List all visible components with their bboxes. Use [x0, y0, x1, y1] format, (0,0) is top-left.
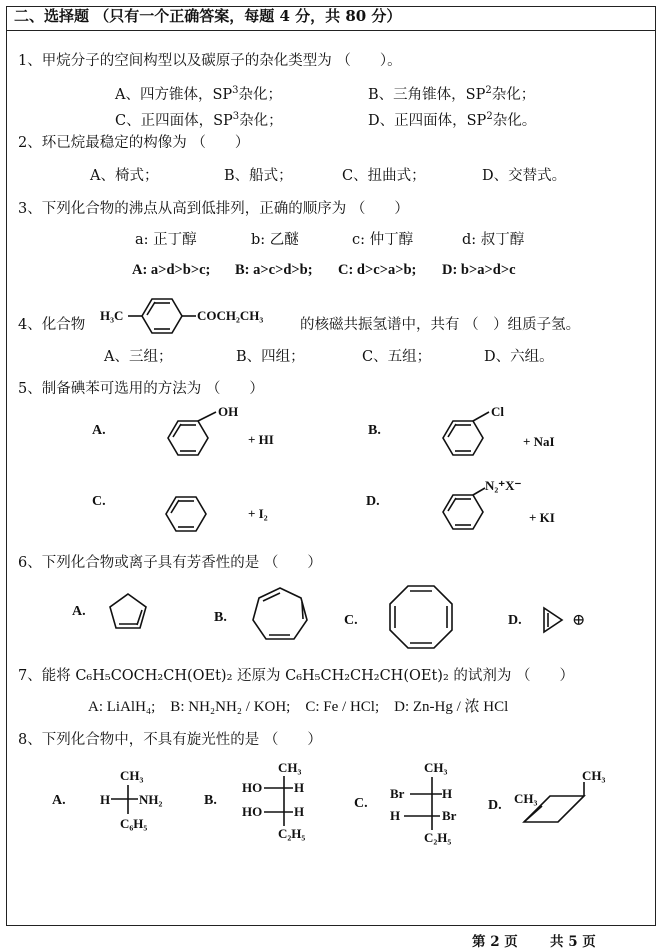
q2-option-d: D、交替式。: [482, 168, 567, 184]
q5-d-substituent: N₂⁺X⁻: [485, 478, 522, 493]
q3-stem: 3、下列化合物的沸点从高到低排列，正确的顺序为 （ ）: [18, 201, 409, 217]
five-ring: [110, 594, 146, 628]
q4-option-d: D、六组。: [484, 349, 554, 365]
a-right: NH₂: [139, 792, 163, 807]
q1-option-a: A、四方锥体，$SP^3$杂化；: [115, 85, 283, 103]
q5-label-a: A.: [92, 423, 106, 438]
a-top: CH₃: [120, 768, 144, 783]
q4-stem-pre: 4、化合物: [18, 317, 86, 333]
c-r2-left: H: [390, 808, 401, 823]
b-bottom: C₂H₅: [278, 826, 306, 841]
q5-b-reagent: + NaI: [523, 434, 555, 449]
q3-compound-c: c: 仲丁醇: [352, 232, 414, 248]
q6-cyclooctatetraene: [386, 582, 476, 662]
benzene-ring: [168, 421, 208, 455]
q8-label-d: D.: [488, 798, 502, 813]
q5-phenol: [160, 404, 300, 468]
q5-stem: 5、制备碘苯可选用的方法为 （ ）: [18, 381, 264, 397]
q6-cyclopropenyl: [540, 604, 600, 644]
seven-ring: [253, 588, 307, 639]
benzene-ring: [443, 421, 483, 455]
q5-d-reagent: + KI: [529, 510, 555, 525]
q5-b-substituent: Cl: [491, 404, 504, 419]
q8-stem: 8、下列化合物中，不具有旋光性的是 （ ）: [18, 732, 322, 748]
eight-ring: [390, 586, 452, 648]
q3-option-a: A: a>d>b>c;: [132, 262, 211, 278]
d-group-1: CH₃: [514, 791, 538, 806]
q2-option-a: A、椅式；: [90, 168, 159, 184]
q4-option-a: A、三组；: [104, 349, 173, 365]
section-title: 二、选择题 （只有一个正确答案，每题 4 分，共 80 分）: [14, 7, 402, 25]
q5-label-d: D.: [366, 494, 380, 509]
q6-d-charge: ⊕: [572, 610, 586, 629]
q4-option-c: C、五组；: [362, 349, 432, 365]
q8-label-c: C.: [354, 796, 368, 811]
q5-a-reagent: + HI: [248, 432, 274, 447]
q3-compound-b: b: 乙醚: [251, 232, 299, 248]
q8-fischer-a: [96, 768, 186, 838]
q5-a-substituent: OH: [218, 404, 239, 419]
q8-fischer-b: [240, 760, 330, 850]
q6-label-a: A.: [72, 604, 86, 619]
q5-c-reagent: + I₂: [248, 506, 268, 521]
b-top: CH₃: [278, 760, 302, 775]
q2-option-c: C、扭曲式；: [342, 168, 426, 184]
a-bottom: C₆H₅: [120, 816, 148, 831]
footer-page: 第 2 页: [472, 934, 518, 950]
bond: [473, 488, 485, 495]
q5-benzene: [160, 484, 300, 544]
q8-fischer-c: [388, 760, 488, 850]
q3-compound-d: d: 叔丁醇: [462, 232, 525, 248]
benzene-ring: [142, 299, 182, 333]
b-r2-right: H: [294, 804, 305, 819]
q2-option-b: B、船式；: [224, 168, 293, 184]
q1-option-d: D、正四面体，$SP^2$杂化。: [368, 111, 537, 129]
q8-label-a: A.: [52, 793, 66, 808]
c-r2-right: Br: [442, 808, 457, 823]
bond: [198, 412, 216, 421]
q4-left-group: H₃C: [100, 308, 124, 323]
q4-right-group: COCH₂CH₃: [197, 308, 264, 323]
q1-stem: 1、甲烷分子的空间构型以及碳原子的杂化类型为 （ ）。: [18, 53, 402, 69]
q5-chlorobenzene: [435, 404, 595, 468]
q5-label-b: B.: [368, 423, 381, 438]
q5-label-c: C.: [92, 494, 106, 509]
three-ring: [544, 608, 562, 632]
q6-label-b: B.: [214, 610, 227, 625]
benzene-ring: [166, 497, 206, 531]
benzene-ring: [443, 495, 483, 529]
q6-cycloheptatriene: [246, 584, 326, 664]
q4-option-b: B、四组；: [236, 349, 305, 365]
q3-option-d: D: b>a>d>c: [442, 262, 516, 278]
q8-label-b: B.: [204, 793, 217, 808]
footer-total: 共 5 页: [550, 934, 596, 950]
q1-option-c: C、正四面体，$SP^3$杂化；: [115, 111, 283, 129]
q3-option-c: C: d>c>a>b;: [338, 262, 417, 278]
q1-option-b: B、三角锥体，$SP^2$杂化；: [368, 85, 536, 103]
q4-structure: [100, 286, 290, 346]
q7-options: A: LiAlH₄; B: NH₂NH₂ / KOH; C: Fe / HCl; D: Zn-Hg / 浓 HCl: [88, 699, 509, 715]
b-r1-left: HO: [242, 780, 263, 795]
q6-label-d: D.: [508, 613, 522, 628]
q8-cyclobutane: [512, 760, 622, 840]
c-r1-left: Br: [390, 786, 405, 801]
q6-cyclopentadiene: [104, 590, 164, 640]
q6-label-c: C.: [344, 613, 358, 628]
header-divider: [6, 30, 656, 31]
bond: [473, 412, 489, 421]
b-r2-left: HO: [242, 804, 263, 819]
q6-stem: 6、下列化合物或离子具有芳香性的是 （ ）: [18, 555, 322, 571]
d-group-2: CH₃: [582, 768, 606, 783]
b-r1-right: H: [294, 780, 305, 795]
q7-stem: 7、能将 C₆H₅COCH₂CH(OEt)₂ 还原为 C₆H₅CH₂CH₂CH(OEt)₂ 的试剂为 （ ）: [18, 668, 574, 684]
q3-option-b: B: a>c>d>b;: [235, 262, 313, 278]
c-bottom: C₂H₅: [424, 830, 452, 845]
c-top: CH₃: [424, 760, 448, 775]
q3-compound-a: a: 正丁醇: [135, 232, 197, 248]
a-left: H: [100, 792, 111, 807]
q5-diazonium: [435, 480, 605, 540]
q2-stem: 2、环已烷最稳定的构像为 （ ）: [18, 135, 250, 151]
c-r1-right: H: [442, 786, 453, 801]
q4-stem-post: 的核磁共振氢谱中，共有 （ ）组质子氢。: [300, 317, 581, 333]
